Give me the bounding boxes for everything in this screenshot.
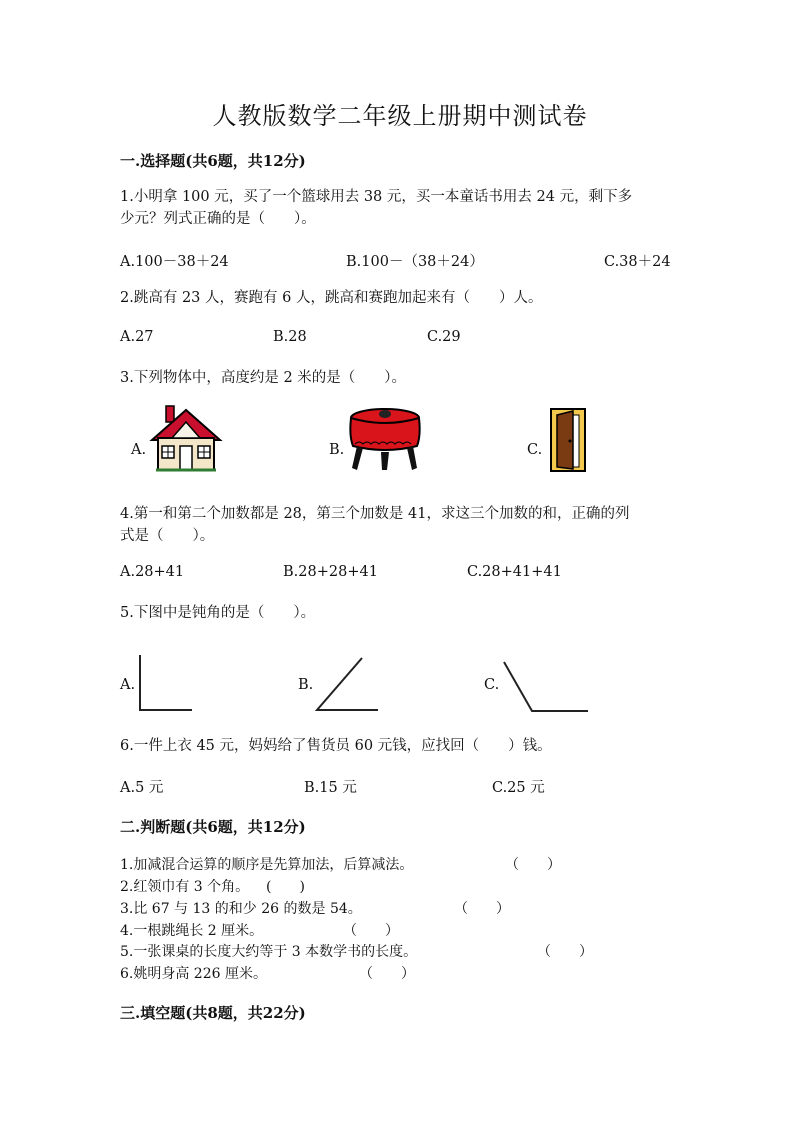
judge-item-3: 3.比 67 与 13 的和少 26 的数是 54。 xyxy=(120,901,362,917)
question-2-text: 2.跳高有 23 人，赛跑有 6 人，跳高和赛跑加起来有（ ）人。 xyxy=(120,290,543,306)
judge-item-4-blank: （ ） xyxy=(343,923,399,939)
question-6-option-a: A.5 元 xyxy=(120,780,164,796)
question-4-line-1: 4.第一和第二个加数都是 28，第三个加数是 41，求这三个加数的和，正确的列 xyxy=(120,506,630,522)
right-angle-figure xyxy=(138,655,194,713)
question-5-option-a: A. xyxy=(120,677,136,693)
judge-item-2: 2.红领巾有 3 个角。 xyxy=(120,879,250,895)
judge-item-4: 4.一根跳绳长 2 厘米。 xyxy=(120,923,264,939)
section-heading-fill: 三.填空题(共8题，共22分) xyxy=(120,1004,306,1022)
question-3-text: 3.下列物体中，高度约是 2 米的是（ ）。 xyxy=(120,370,407,386)
judge-item-2-blank: ( ) xyxy=(266,879,305,895)
house-icon xyxy=(150,404,222,472)
section-heading-choice: 一.选择题(共6题，共12分) xyxy=(120,152,306,170)
question-1-line-1: 1.小明拿 100 元，买了一个篮球用去 38 元，买一本童话书用去 24 元，剩下多 xyxy=(120,189,633,205)
question-3-option-a: A. xyxy=(131,442,147,458)
question-2-option-a: A.27 xyxy=(120,329,154,345)
question-4-line-2: 式是（ ）。 xyxy=(120,528,215,544)
question-6-option-c: C.25 元 xyxy=(492,780,545,796)
question-4-option-b: B.28+28+41 xyxy=(283,564,378,580)
judge-item-6: 6.姚明身高 226 厘米。 xyxy=(120,966,267,982)
question-6-option-b: B.15 元 xyxy=(304,780,357,796)
question-1-line-2: 少元？列式正确的是（ ）。 xyxy=(120,211,316,227)
obtuse-angle-figure xyxy=(502,660,592,714)
judge-item-5: 5.一张课桌的长度大约等于 3 本数学书的长度。 xyxy=(120,944,418,960)
question-1-option-c: C.38＋24 xyxy=(604,254,671,270)
question-3-option-b: B. xyxy=(329,442,345,458)
page-title: 人教版数学二年级上册期中测试卷 xyxy=(212,102,588,130)
question-5-option-c: C. xyxy=(484,677,500,693)
section-heading-judge: 二.判断题(共6题，共12分) xyxy=(120,818,306,836)
question-2-option-b: B.28 xyxy=(273,329,307,345)
acute-angle-figure xyxy=(314,656,382,714)
judge-item-5-blank: （ ） xyxy=(537,944,593,960)
question-5-text: 5.下图中是钝角的是（ ）。 xyxy=(120,605,316,621)
door-icon xyxy=(547,407,589,473)
question-4-option-a: A.28+41 xyxy=(120,564,185,580)
judge-item-6-blank: （ ） xyxy=(359,966,415,982)
judge-item-3-blank: （ ） xyxy=(454,901,510,917)
judge-item-1: 1.加减混合运算的顺序是先算加法，后算减法。 xyxy=(120,857,414,873)
question-3-option-c: C. xyxy=(527,442,543,458)
question-6-text: 6.一件上衣 45 元，妈妈给了售货员 60 元钱，应找回（ ）钱。 xyxy=(120,738,552,754)
question-4-option-c: C.28+41+41 xyxy=(467,564,562,580)
question-2-option-c: C.29 xyxy=(427,329,461,345)
question-1-option-b: B.100－（38＋24） xyxy=(346,254,484,270)
question-1-option-a: A.100－38＋24 xyxy=(120,254,229,270)
table-icon xyxy=(347,406,423,472)
question-5-option-b: B. xyxy=(298,677,314,693)
judge-item-1-blank: （ ） xyxy=(505,857,561,873)
